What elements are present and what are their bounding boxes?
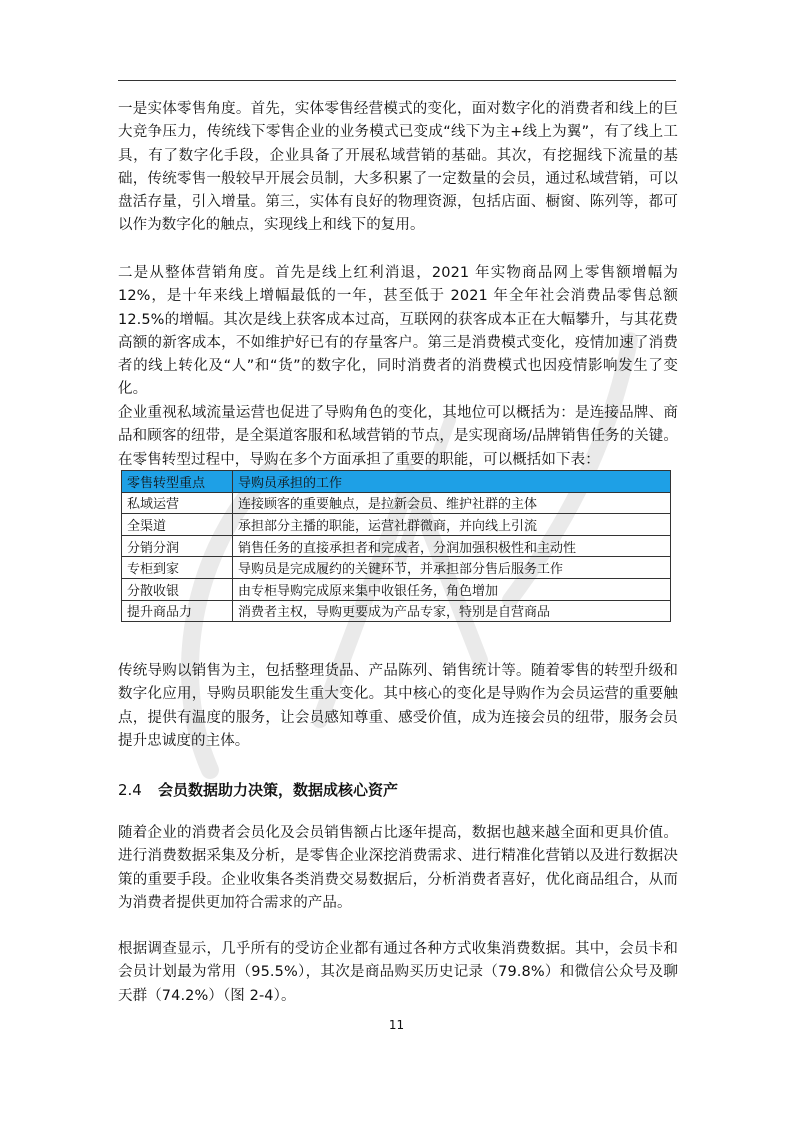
paragraph-traditional-guide: 传统导购以销售为主，包括整理货品、产品陈列、销售统计等。随着零售的转型升级和数字化应用，导购员职能发生重大变化。其中核心的变化是导购作为会员运营的重要触点，提供有温度的服务，让会员感知尊重、感受价值，成为连接会员的纽带，服务会员提升忠诚度的主体。 bbox=[118, 663, 678, 749]
paragraph-guide-role: 企业重视私域流量运营也促进了导购角色的变化，其地位可以概括为：是连接品牌、商品和顾客的纽带，是全渠道客服和私域营销的节点，是实现商场/品牌销售任务的关键。在零售转型过程中，导购在多个方面承担了重要的职能，可以概括如下表： bbox=[118, 405, 678, 468]
section-title: 会员数据助力决策，数据成核心资产 bbox=[158, 781, 399, 799]
header-rule bbox=[118, 80, 676, 81]
table-row bbox=[122, 514, 671, 536]
table-header-focus: 零售转型重点 bbox=[122, 471, 233, 493]
page-number: 11 bbox=[388, 1018, 405, 1032]
table-cell-focus: 私域运营 bbox=[122, 492, 233, 514]
table-row bbox=[122, 600, 671, 622]
table-row bbox=[122, 557, 671, 579]
table-cell-duty: 连接顾客的重要触点，是拉新会员、维护社群的主体 bbox=[233, 492, 671, 514]
table-cell-focus: 分散收银 bbox=[122, 578, 233, 600]
table-cell-duty: 由专柜导购完成原来集中收银任务，角色增加 bbox=[233, 578, 671, 600]
table-row bbox=[122, 492, 671, 514]
table-row bbox=[122, 578, 671, 600]
table-cell-duty: 承担部分主播的职能，运营社群微商，并向线上引流 bbox=[233, 514, 671, 536]
paragraph-retail-angle: 一是实体零售角度。首先，实体零售经营模式的变化，面对数字化的消费者和线上的巨大竞争压力，传统线下零售企业的业务模式已变成“线下为主+线上为翼”，有了线上工具，有了数字化手段，企业具备了开展私域营销的基础。其次，有挖掘线下流量的基础，传统零售一般较早开展会员制，大多积累了一定数量的会员，通过私域营销，可以盘活存量，引入增量。第三，实体有良好的物理资源，包括店面、橱窗、陈列等，都可以作为数字化的触点，实现线上和线下的复用。 bbox=[118, 101, 678, 234]
table-cell-focus: 专柜到家 bbox=[122, 557, 233, 579]
table-cell-duty: 销售任务的直接承担者和完成者，分润加强积极性和主动性 bbox=[233, 535, 671, 557]
table-header-row bbox=[122, 471, 671, 493]
table-cell-duty: 消费者主权，导购更要成为产品专家，特别是自营商品 bbox=[233, 600, 671, 622]
table-header-duty: 导购员承担的工作 bbox=[233, 471, 671, 493]
table-cell-focus: 提升商品力 bbox=[122, 600, 233, 622]
paragraph-member-data: 随着企业的消费者会员化及会员销售额占比逐年提高，数据也越来越全面和更具价值。进行消费数据采集及分析，是零售企业深挖消费需求、进行精准化营销以及进行数据决策的重要手段。企业收集各类消费交易数据后，分析消费者喜好，优化商品组合，从而为消费者提供更加符合需求的产品。 bbox=[118, 825, 678, 911]
table-row bbox=[122, 535, 671, 557]
table-cell-duty: 导购员是完成履约的关键环节，并承担部分售后服务工作 bbox=[233, 557, 671, 579]
table-cell-focus: 分销分润 bbox=[122, 535, 233, 557]
section-heading bbox=[118, 779, 398, 800]
table-cell-focus: 全渠道 bbox=[122, 514, 233, 536]
paragraph-survey: 根据调查显示，几乎所有的受访企业都有通过各种方式收集消费数据。其中，会员卡和会员计划最为常用（95.5%），其次是商品购买历史记录（79.8%）和微信公众号及聊天群（74.2%）（图 2-4）。 bbox=[118, 941, 678, 1004]
paragraph-marketing-angle: 二是从整体营销角度。首先是线上红利消退，2021 年实物商品网上零售额增幅为 12%，是十年来线上增幅最低的一年，甚至低于 2021 年全年社会消费品零售总额 12.5%的增幅。其次是线上获客成本过高，互联网的获客成本正在大幅攀升，与其花费高额的新客成本，不如维护好已有的存量客户。第三是消费模式变化，疫情加速了消费者的线上转化及“人”和“货”的数字化，同时消费者的消费模式也因疫情影响发生了变化。 bbox=[118, 265, 678, 398]
guide-duties-table bbox=[121, 470, 671, 622]
section-number: 2.4 bbox=[118, 781, 142, 799]
